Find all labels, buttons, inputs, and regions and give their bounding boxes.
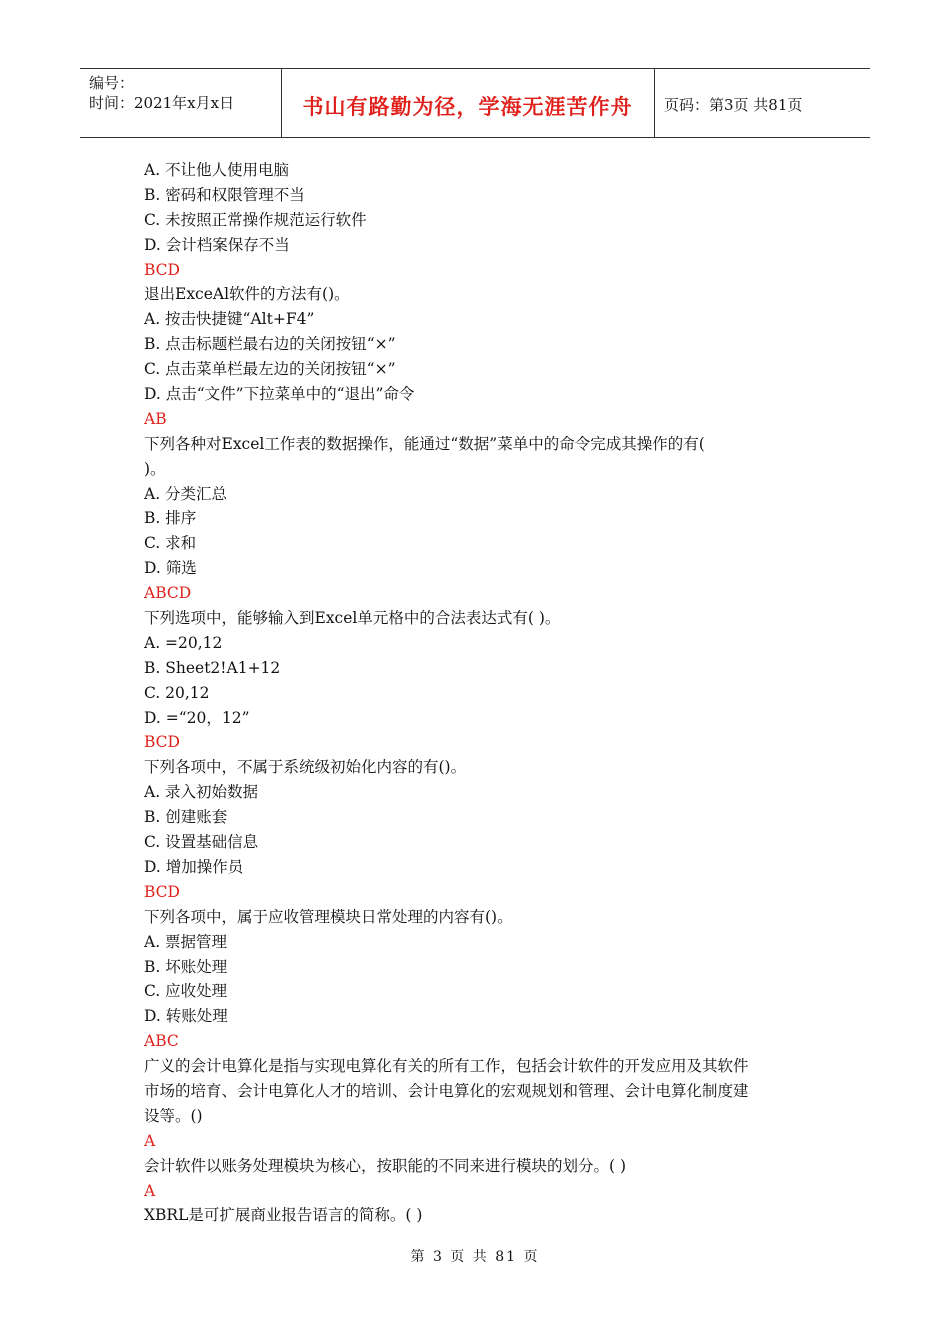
document-time-label: 时间：2021年x月x日 (89, 94, 235, 112)
question-content (144, 158, 824, 1228)
question-line: 市场的培育、会计电算化人才的培训、会计电算化的宏观规划和管理、会计电算化制度建 (144, 1081, 749, 1100)
option-line: C. 设置基础信息 (144, 833, 259, 852)
option-line: C. 求和 (144, 534, 197, 553)
page-header (80, 68, 870, 138)
question-line: 会计软件以账务处理模块为核心，按职能的不同来进行模块的划分。( ) (144, 1156, 627, 1175)
answer-line: BCD (144, 882, 180, 901)
option-line: A. 分类汇总 (144, 484, 228, 503)
option-line: B. 点击标题栏最右边的关闭按钮“×” (144, 335, 396, 354)
question-line: 下列各项中，属于应收管理模块日常处理的内容有()。 (144, 907, 513, 926)
option-line: A. 录入初始数据 (144, 783, 259, 802)
option-line: B. 排序 (144, 509, 197, 528)
option-line: D. 转账处理 (144, 1007, 228, 1026)
header-slogan-cell (281, 69, 655, 137)
document-number-label: 编号： (89, 74, 135, 92)
option-line: D. =“20，12” (144, 708, 250, 727)
header-slogan: 书山有路勤为径，学海无涯苦作舟 (302, 94, 633, 119)
option-line: C. 未按照正常操作规范运行软件 (144, 210, 367, 229)
option-line: D. 点击“文件”下拉菜单中的“退出”命令 (144, 385, 415, 404)
option-line: A. 不让他人使用电脑 (144, 161, 290, 179)
question-line: 设等。() (144, 1106, 203, 1125)
option-line: C. 应收处理 (144, 982, 228, 1001)
answer-line: AB (144, 409, 167, 428)
question-line: XBRL是可扩展商业报告语言的简称。( ) (144, 1206, 423, 1225)
option-line: C. 点击菜单栏最左边的关闭按钮“×” (144, 360, 396, 379)
question-line: 下列各种对Excel工作表的数据操作，能通过“数据”菜单中的命令完成其操作的有( (144, 434, 705, 453)
option-line: A. 按击快捷键“Alt+F4” (144, 310, 315, 329)
answer-line: BCD (144, 733, 180, 752)
option-line: D. 会计档案保存不当 (144, 235, 290, 254)
page-footer: 第 3 页 共 81 页 (410, 1249, 540, 1265)
answer-line: A (144, 1131, 156, 1150)
question-line: 退出ExceAl软件的方法有()。 (144, 285, 350, 304)
option-line: A. =20,12 (144, 633, 223, 652)
option-line: B. 坏账处理 (144, 957, 228, 976)
answer-line: ABC (144, 1032, 179, 1051)
option-line: B. Sheet2!A1+12 (144, 658, 281, 677)
question-line: 下列各项中，不属于系统级初始化内容的有()。 (144, 758, 467, 777)
answer-line: A (144, 1181, 156, 1200)
option-line: D. 筛选 (144, 559, 197, 578)
answer-line: ABCD (144, 584, 192, 603)
option-line: B. 密码和权限管理不当 (144, 185, 305, 204)
header-page-info: 页码：第3页 共81页 (664, 96, 803, 114)
option-line: A. 票据管理 (144, 932, 228, 951)
question-line: 广义的会计电算化是指与实现电算化有关的所有工作，包括会计软件的开发应用及其软件 (144, 1057, 749, 1076)
option-line: C. 20,12 (144, 683, 210, 702)
header-page-cell (654, 69, 870, 137)
option-line: B. 创建账套 (144, 808, 228, 827)
answer-line: BCD (144, 260, 180, 279)
question-line: 下列选项中，能够输入到Excel单元格中的合法表达式有( )。 (144, 609, 561, 628)
option-line: D. 增加操作员 (144, 857, 244, 876)
header-meta-cell (80, 69, 282, 137)
question-line: )。 (144, 459, 166, 478)
